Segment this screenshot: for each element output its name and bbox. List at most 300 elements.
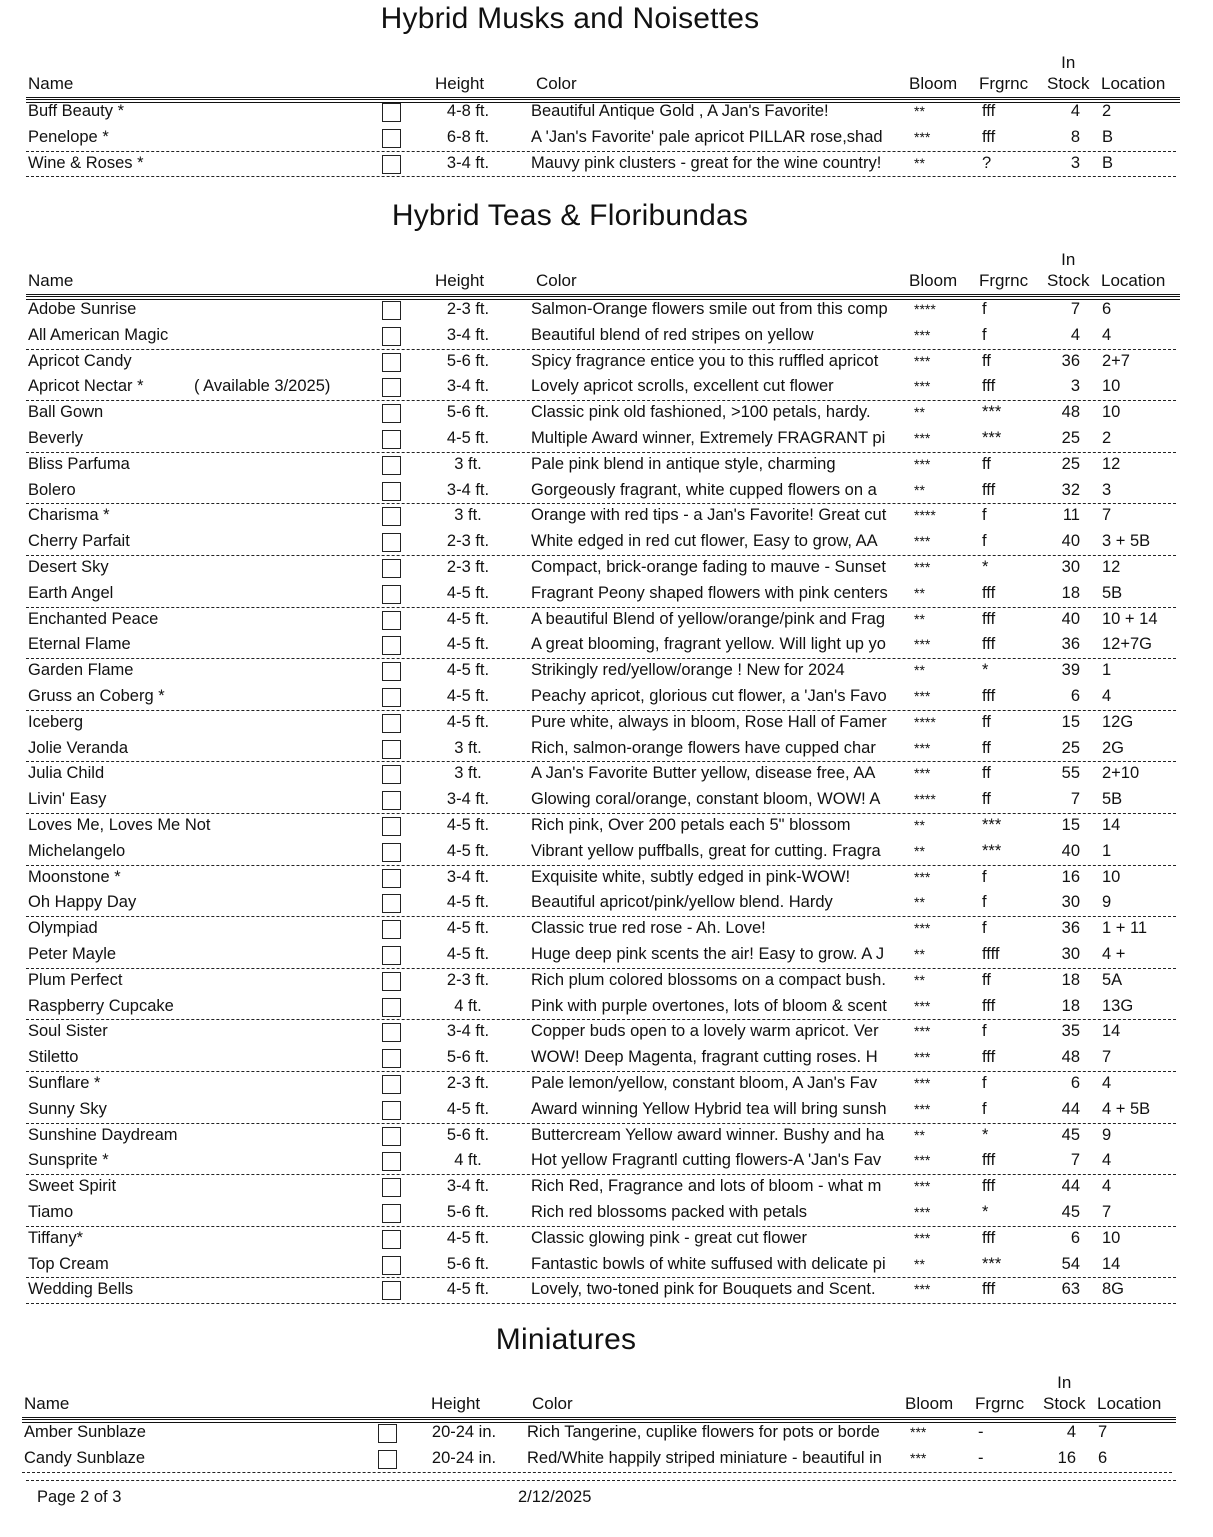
in-stock-count: 54 [1061,1254,1080,1273]
table-row [0,1019,1213,1045]
location-code: 10 [1102,377,1121,396]
plant-height: 2-3 ft. [446,1074,490,1092]
rose-name: Apricot Nectar * [28,377,144,396]
order-checkbox[interactable] [382,765,401,784]
rose-name: Buff Beauty * [28,102,125,120]
order-checkbox[interactable] [382,507,401,526]
color-description: Compact, brick-orange fading to mauve - Sunset [531,558,886,576]
bloom-rating: *** [914,868,931,885]
color-description: Vibrant yellow puffballs, great for cutting. Fragra [531,841,881,860]
bloom-rating: ** [914,971,925,988]
header-height: Height [435,74,485,93]
table-row [0,1226,1213,1252]
order-checkbox[interactable] [382,611,401,630]
header-color: Color [536,271,577,290]
rose-name: Loves Me, Loves Me Not [28,816,211,834]
location-code: 6 [1098,1448,1108,1467]
order-checkbox[interactable] [382,894,401,913]
table-row [0,684,1213,710]
plant-height: 3-4 ft. [446,325,490,344]
bloom-rating: *** [914,1049,931,1066]
in-stock-count: 30 [1061,558,1080,576]
rose-name: Sunshine Daydream [28,1125,178,1144]
order-checkbox[interactable] [382,688,401,707]
order-checkbox[interactable] [382,817,401,836]
in-stock-count: 36 [1061,351,1080,370]
fragrance-rating: fff [982,1048,996,1067]
location-code: 12 [1102,454,1121,473]
order-checkbox[interactable] [378,1450,397,1469]
fragrance-rating: - [978,1448,984,1467]
bloom-rating: ** [914,662,925,679]
plant-height: 2-3 ft. [446,558,490,576]
location-code: 12+7G [1102,635,1152,654]
plant-height: 4-5 ft. [446,1228,490,1247]
order-checkbox[interactable] [382,662,401,681]
order-checkbox[interactable] [382,456,401,475]
order-checkbox[interactable] [382,585,401,604]
color-description: A 'Jan's Favorite' pale apricot PILLAR rose,shad [531,127,883,146]
table-row [0,607,1213,633]
plant-height: 4-5 ft. [446,429,490,447]
order-checkbox[interactable] [382,998,401,1017]
location-code: 10 [1102,867,1121,886]
color-description: Award winning Yellow Hybrid tea will bring sunsh [531,1099,887,1118]
fragrance-rating: ff [982,790,991,809]
plant-height: 4-5 ft. [446,635,490,654]
rose-name: Tiamo [28,1203,74,1221]
plant-height: 3-4 ft. [446,153,490,172]
table-row [0,813,1213,839]
in-stock-count: 35 [1061,1022,1080,1041]
header-color: Color [536,74,577,93]
in-stock-count: 30 [1061,945,1080,963]
in-stock-count: 6 [1070,687,1080,705]
rose-name: Olympiad [28,919,98,938]
in-stock-count: 11 [1062,506,1080,525]
color-description: Pure white, always in bloom, Rose Hall of Famer [531,712,887,731]
in-stock-count: 36 [1061,635,1080,654]
in-stock-count: 4 [1070,325,1080,344]
table-row [0,632,1213,658]
table-row [0,1123,1213,1149]
location-code: 14 [1102,1022,1121,1041]
column-header-row [0,251,1213,291]
fragrance-rating: *** [982,403,1002,422]
location-code: B [1102,127,1114,146]
bloom-rating: ** [914,842,925,859]
color-description: Spicy fragrance entice you to this ruffled apricot [531,351,879,370]
location-code: 13G [1102,996,1134,1015]
fragrance-rating: *** [982,816,1002,834]
rose-name: Eternal Flame [28,635,131,654]
color-description: Rich plum colored blossoms on a compact bush. [531,970,886,989]
table-row [0,942,1213,968]
fragrance-rating: f [982,1022,987,1041]
fragrance-rating: - [978,1423,984,1441]
bloom-rating: *** [914,765,931,782]
fragrance-rating: fff [982,377,996,396]
in-stock-count: 15 [1061,816,1080,834]
in-stock-count: 7 [1070,300,1080,318]
order-checkbox[interactable] [382,843,401,862]
section-title: Hybrid Teas & Floribundas [391,199,749,232]
table-row [0,478,1213,504]
table-row [0,555,1213,581]
bloom-rating: ** [914,1126,925,1143]
location-code: 12G [1102,712,1134,731]
fragrance-rating: f [982,325,987,344]
order-checkbox[interactable] [382,636,401,655]
rose-name: Plum Perfect [28,970,123,989]
fragrance-rating: ff [982,712,991,731]
fragrance-rating: fff [982,1228,996,1247]
bloom-rating: ** [914,610,925,627]
order-checkbox[interactable] [382,1256,401,1275]
location-code: 3 + 5B [1102,532,1151,551]
header-name: Name [28,74,74,93]
bloom-rating: ** [914,1255,925,1272]
plant-height: 20-24 in. [431,1423,497,1441]
in-stock-count: 39 [1061,661,1080,680]
rose-name: Sunsprite * [28,1151,109,1170]
color-description: White edged in red cut flower, Easy to grow, AA [531,532,878,551]
header-stock: Stock [1047,271,1090,290]
order-checkbox[interactable] [382,791,401,810]
rose-name: Jolie Veranda [28,738,128,757]
order-checkbox[interactable] [382,869,401,888]
order-checkbox[interactable] [382,327,401,346]
bloom-rating: *** [914,1281,931,1298]
table-row [0,151,1213,177]
header-location: Location [1097,1394,1162,1413]
color-description: Multiple Award winner, Extremely FRAGRANT pi [531,429,886,447]
rose-name: Charisma * [28,506,110,525]
fragrance-rating: * [982,661,989,680]
table-row [0,1252,1213,1278]
plant-height: 3-4 ft. [446,1022,490,1041]
header-fragrance: Frgrnc [979,271,1029,290]
color-description: Fragrant Peony shaped flowers with pink centers [531,583,888,602]
rose-name: Tiffany* [28,1228,84,1247]
order-checkbox[interactable] [382,155,401,174]
order-checkbox[interactable] [382,1101,401,1120]
in-stock-count: 7 [1070,790,1080,809]
fragrance-rating: f [982,919,987,938]
table-row [0,374,1213,400]
plant-height: 4-5 ft. [446,841,490,860]
location-code: 7 [1102,1048,1112,1067]
in-stock-count: 40 [1061,609,1080,628]
location-code: 4 + 5B [1102,1099,1151,1118]
bloom-rating: *** [914,1204,931,1220]
order-checkbox[interactable] [382,1281,401,1300]
order-checkbox[interactable] [382,1178,401,1197]
rose-name: Sweet Spirit [28,1177,117,1196]
bloom-rating: *** [914,352,931,369]
in-stock-count: 40 [1061,841,1080,860]
order-checkbox[interactable] [382,1152,401,1171]
location-code: 12 [1102,558,1121,576]
color-description: Beautiful blend of red stripes on yellow [531,325,814,344]
plant-height: 5-6 ft. [446,1254,490,1273]
in-stock-count: 45 [1061,1203,1080,1221]
color-description: Rich pink, Over 200 petals each 5" blossom [531,816,851,834]
order-checkbox[interactable] [382,920,401,939]
plant-height: 4-5 ft. [446,609,490,628]
fragrance-rating: fff [982,480,996,499]
table-row [0,99,1213,125]
bloom-rating: *** [914,559,931,575]
fragrance-rating: ff [982,351,991,370]
fragrance-rating: * [982,1125,989,1144]
header-bloom: Bloom [909,74,958,93]
row-divider [26,176,1176,177]
table-row [0,736,1213,762]
in-stock-count: 16 [1061,867,1080,886]
location-code: 7 [1098,1423,1108,1441]
in-stock-count: 36 [1061,919,1080,938]
color-description: Rich red blossoms packed with petals [531,1203,808,1221]
row-divider [26,1303,1176,1304]
plant-height: 5-6 ft. [446,1203,490,1221]
rose-name: Candy Sunblaze [24,1448,146,1467]
location-code: 1 + 11 [1102,919,1148,938]
bloom-rating: *** [914,1075,931,1091]
header-name: Name [28,271,74,290]
order-checkbox[interactable] [382,378,401,397]
bloom-rating: **** [914,301,936,317]
color-description: Pale pink blend in antique style, charming [531,454,836,473]
table-row [0,400,1213,426]
plant-height: 5-6 ft. [446,403,490,422]
plant-height: 4 ft. [454,1151,482,1170]
plant-height: 3-4 ft. [446,480,490,499]
location-code: 2 [1102,429,1112,447]
color-description: A beautiful Blend of yellow/orange/pink and Frag [531,609,886,628]
rose-name: Iceberg [28,712,84,731]
plant-height: 2-3 ft. [446,300,490,318]
bloom-rating: *** [914,128,931,145]
bloom-rating: ** [914,103,925,119]
header-in: In [1057,1373,1072,1392]
print-date: 2/12/2025 [518,1488,592,1506]
rose-name: Cherry Parfait [28,532,130,551]
table-row [0,426,1213,452]
plant-height: 3-4 ft. [446,377,490,396]
header-in: In [1061,53,1076,72]
rose-name: Soul Sister [28,1022,108,1041]
order-checkbox[interactable] [382,301,401,320]
table-row [0,1200,1213,1226]
bloom-rating: *** [914,739,931,756]
in-stock-count: 25 [1061,429,1080,447]
plant-height: 3 ft. [454,454,482,473]
color-description: Beautiful apricot/pink/yellow blend. Hardy [531,893,833,912]
rose-name: Ball Gown [28,403,104,422]
table-row [0,1446,1209,1472]
location-code: 10 + 14 [1102,609,1158,628]
order-checkbox[interactable] [382,482,401,501]
fragrance-rating: * [982,558,989,576]
rose-name: Wine & Roses * [28,153,144,172]
in-stock-count: 63 [1061,1280,1080,1299]
plant-height: 3 ft. [454,764,482,783]
order-checkbox[interactable] [382,972,401,991]
color-description: Gorgeously fragrant, white cupped flowers on a [531,480,877,499]
table-row [0,452,1213,478]
header-fragrance: Frgrnc [975,1394,1025,1413]
location-code: 2 [1102,102,1112,120]
order-checkbox[interactable] [382,946,401,965]
location-code: 9 [1102,1125,1112,1144]
in-stock-count: 48 [1061,1048,1080,1067]
color-description: Pink with purple overtones, lots of bloom & scent [531,996,887,1015]
rose-name: Earth Angel [28,583,114,602]
bloom-rating: *** [914,688,931,704]
fragrance-rating: f [982,300,987,318]
plant-height: 3-4 ft. [446,1177,490,1196]
plant-height: 4-5 ft. [446,687,490,705]
table-row [0,787,1213,813]
order-checkbox[interactable] [382,430,401,449]
color-description: Strikingly red/yellow/orange ! New for 2024 [531,661,845,680]
location-code: 2G [1102,738,1125,757]
bloom-rating: **** [914,791,936,808]
rose-name: Beverly [28,429,84,447]
rose-name: Garden Flame [28,661,134,680]
order-checkbox[interactable] [382,129,401,148]
fragrance-rating: ffff [982,945,1000,963]
fragrance-rating: ff [982,970,991,989]
rose-name: Bliss Parfuma [28,454,130,473]
color-description: Classic pink old fashioned, >100 petals, hardy. [531,403,871,422]
rose-name: Raspberry Cupcake [28,996,174,1015]
fragrance-rating: fff [982,609,996,628]
in-stock-count: 25 [1061,738,1080,757]
column-header-row [0,54,1213,94]
in-stock-count: 18 [1061,583,1080,602]
in-stock-count: 45 [1061,1125,1080,1144]
bloom-rating: *** [914,430,931,446]
order-checkbox[interactable] [382,559,401,578]
color-description: Buttercream Yellow award winner. Bushy and ha [531,1125,885,1144]
plant-height: 4-8 ft. [446,102,490,120]
fragrance-rating: * [982,1203,989,1221]
table-row [0,968,1213,994]
rose-name: All American Magic [28,325,169,344]
table-row [0,1277,1213,1303]
in-stock-count: 4 [1066,1423,1076,1441]
table-row [0,1148,1213,1174]
plant-height: 6-8 ft. [446,127,490,146]
color-description: Huge deep pink scents the air! Easy to grow. A J [531,945,885,963]
rose-name: Peter Mayle [28,945,117,963]
location-code: 5A [1102,970,1123,989]
color-description: Glowing coral/orange, constant bloom, WOW! A [531,790,881,809]
location-code: 2+10 [1102,764,1140,783]
in-stock-count: 32 [1061,480,1080,499]
in-stock-count: 3 [1070,377,1080,396]
bloom-rating: *** [914,636,931,653]
bloom-rating: ** [914,894,925,911]
bloom-rating: ** [914,946,925,962]
in-stock-count: 55 [1061,764,1080,783]
order-checkbox[interactable] [382,1127,401,1146]
order-checkbox[interactable] [378,1424,397,1443]
table-row [0,1420,1209,1446]
fragrance-rating: *** [982,841,1002,860]
order-checkbox[interactable] [382,353,401,372]
color-description: Rich Red, Fragrance and lots of bloom - what m [531,1177,882,1196]
order-checkbox[interactable] [382,740,401,759]
order-checkbox[interactable] [382,1049,401,1068]
in-stock-count: 3 [1070,153,1080,172]
header-fragrance: Frgrnc [979,74,1029,93]
fragrance-rating: ff [982,764,991,783]
bloom-rating: *** [914,1100,931,1117]
order-checkbox[interactable] [382,1023,401,1042]
order-checkbox[interactable] [382,714,401,733]
in-stock-count: 44 [1061,1177,1080,1196]
location-code: 10 [1102,1228,1121,1247]
order-checkbox[interactable] [382,1075,401,1094]
table-row [0,865,1213,891]
in-stock-count: 16 [1057,1448,1076,1467]
plant-height: 2-3 ft. [446,532,490,551]
header-stock: Stock [1047,74,1090,93]
order-checkbox[interactable] [382,103,401,122]
bloom-rating: ** [914,584,925,601]
bloom-rating: *** [914,920,931,937]
color-description: Fantastic bowls of white suffused with delicate pi [531,1254,886,1273]
color-description: Red/White happily striped miniature - beautiful in [527,1448,882,1467]
table-row [0,1045,1213,1071]
bloom-rating: *** [914,378,931,395]
rose-name: Julia Child [28,764,105,783]
color-description: Peachy apricot, glorious cut flower, a 'Jan's Favo [531,687,887,705]
fragrance-rating: f [982,1099,987,1118]
in-stock-count: 4 [1070,102,1080,120]
header-location: Location [1101,271,1166,290]
fragrance-rating: fff [982,687,996,705]
table-row [0,349,1213,375]
plant-height: 4-5 ft. [446,893,490,912]
order-checkbox[interactable] [382,404,401,423]
fragrance-rating: fff [982,1177,996,1196]
in-stock-count: 15 [1061,712,1080,731]
plant-height: 2-3 ft. [446,970,490,989]
bloom-rating: **** [914,507,936,524]
fragrance-rating: fff [982,583,996,602]
location-code: 3 [1102,480,1112,499]
color-description: WOW! Deep Magenta, fragrant cutting roses. H [531,1048,878,1067]
plant-height: 4-5 ft. [446,712,490,731]
fragrance-rating: fff [982,102,996,120]
order-checkbox[interactable] [382,1230,401,1249]
rose-name: Apricot Candy [28,351,132,370]
header-bloom: Bloom [905,1394,954,1413]
order-checkbox[interactable] [382,1204,401,1223]
header-location: Location [1101,74,1166,93]
location-code: 8G [1102,1280,1125,1299]
bloom-rating: *** [914,1178,931,1195]
location-code: 4 + [1102,945,1126,963]
bloom-rating: ** [914,481,925,498]
order-checkbox[interactable] [382,533,401,552]
section-title: Hybrid Musks and Noisettes [380,2,760,35]
table-row [0,581,1213,607]
